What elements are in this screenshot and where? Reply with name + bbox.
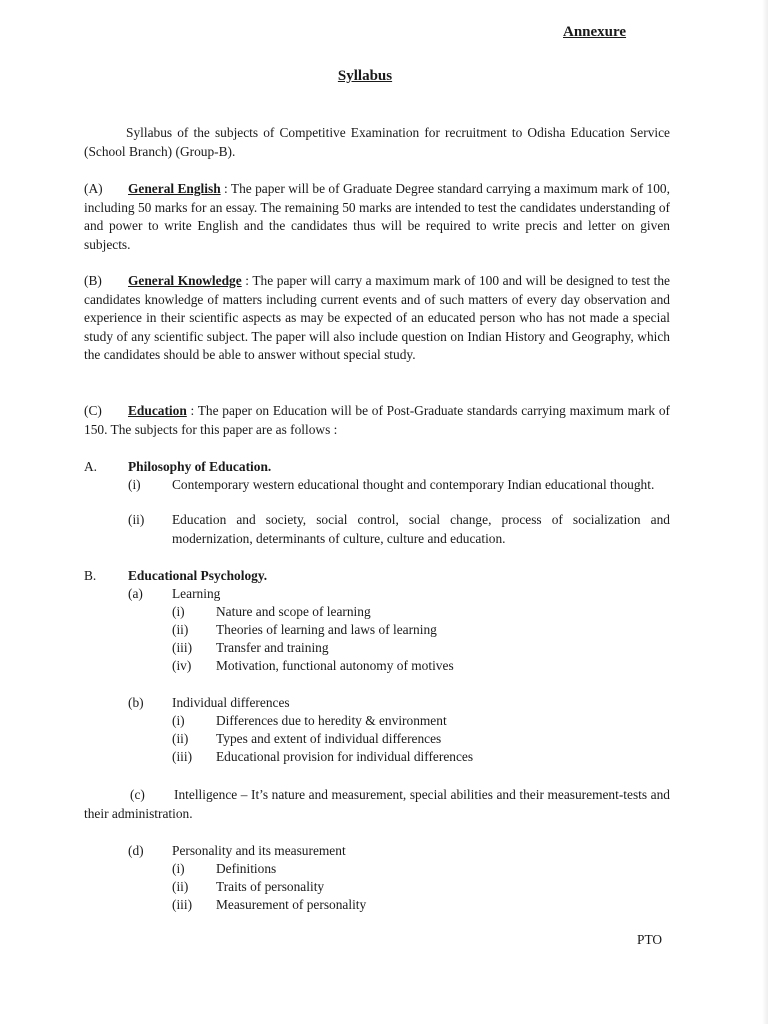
item-number: (i)	[172, 861, 185, 876]
item-number: (iii)	[172, 897, 193, 912]
section-a-label: (A)	[84, 181, 103, 196]
item-text: Differences due to heredity & environment	[216, 713, 447, 728]
section-b-heading: General Knowledge	[128, 273, 242, 288]
item-number: (i)	[172, 713, 185, 728]
item-text: Definitions	[216, 861, 277, 876]
part-a-title: Philosophy of Education.	[128, 459, 272, 474]
sub-text: Learning	[172, 586, 221, 601]
item-number: (i)	[172, 604, 185, 619]
item-text: Motivation, functional autonomy of motives	[216, 658, 454, 673]
item-text: Educational provision for individual differences	[216, 749, 474, 764]
sub-text: Intelligence – It’s nature and measurement, special abilities and their measurement-tests and their administration.	[84, 787, 670, 821]
page-title: Syllabus	[337, 68, 393, 84]
section-b-label: (B)	[84, 273, 102, 288]
sub-number: (d)	[128, 843, 144, 858]
item-text: Transfer and training	[216, 640, 329, 655]
section-c-sep: :	[186, 403, 198, 418]
section-b-text: The paper will carry a maximum mark of 100 and will be designed to test the candidates knowledge of matters including current events and of such matters of every day observation and experience in their scientific aspects as may be expected of an educated person who has not made a special study of any scientific subject. The paper will also include question on Indian History and Geography, which the candidates should be able to answer without special study.	[84, 273, 670, 363]
sub-number: (a)	[128, 586, 143, 601]
section-b-sep: :	[241, 273, 253, 288]
item-text: Contemporary western educational thought and contemporary Indian educational thought.	[172, 477, 655, 492]
item-number: (ii)	[128, 512, 145, 527]
part-b-sub-c	[84, 786, 670, 823]
item-text: Types and extent of individual differences	[216, 731, 442, 746]
section-a-text: The paper will be of Graduate Degree standard carrying a maximum mark of 100, including 50 marks for an essay. The remaining 50 marks are intended to test the candidates understanding of and power to write English and the candidates thus will be required to write precis and letter on given subjects.	[84, 181, 670, 252]
part-b-letter: B.	[84, 568, 97, 583]
part-a-letter: A.	[84, 459, 98, 474]
pto-label: PTO	[637, 932, 663, 947]
item-number: (ii)	[172, 879, 189, 894]
item-text: Measurement of personality	[216, 897, 367, 912]
section-c-label: (C)	[84, 403, 102, 418]
sub-number: (c)	[130, 787, 145, 802]
scan-edge	[762, 0, 768, 1024]
intro-paragraph: Syllabus of the subjects of Competitive Examination for recruitment to Odisha Education Service (School Branch) (Group-B).	[84, 125, 670, 159]
section-a-sep: :	[220, 181, 231, 196]
item-number: (i)	[128, 477, 141, 492]
section-b-paragraph	[84, 272, 670, 365]
item-number: (iii)	[172, 640, 193, 655]
sub-number: (b)	[128, 695, 144, 710]
section-c-paragraph	[84, 402, 670, 439]
item-number: (iii)	[172, 749, 193, 764]
item-text: Theories of learning and laws of learning	[216, 622, 437, 637]
sub-text: Personality and its measurement	[172, 843, 346, 858]
item-text: Traits of personality	[216, 879, 325, 894]
item-text: Nature and scope of learning	[216, 604, 371, 619]
item-text: Education and society, social control, social change, process of socialization and modernization, determinants of culture, culture and education.	[172, 512, 670, 546]
part-b-title: Educational Psychology.	[128, 568, 268, 583]
section-c-heading: Education	[128, 403, 187, 418]
section-c-text: The paper on Education will be of Post-Graduate standards carrying maximum mark of 150. The subjects for this paper are as follows :	[84, 403, 670, 437]
item-number: (ii)	[172, 622, 189, 637]
section-a-heading: General English	[128, 181, 221, 196]
item-number: (ii)	[172, 731, 189, 746]
item-number: (iv)	[172, 658, 192, 673]
section-a-paragraph	[84, 180, 670, 254]
sub-text: Individual differences	[172, 695, 290, 710]
annexure-label: Annexure	[563, 24, 627, 40]
